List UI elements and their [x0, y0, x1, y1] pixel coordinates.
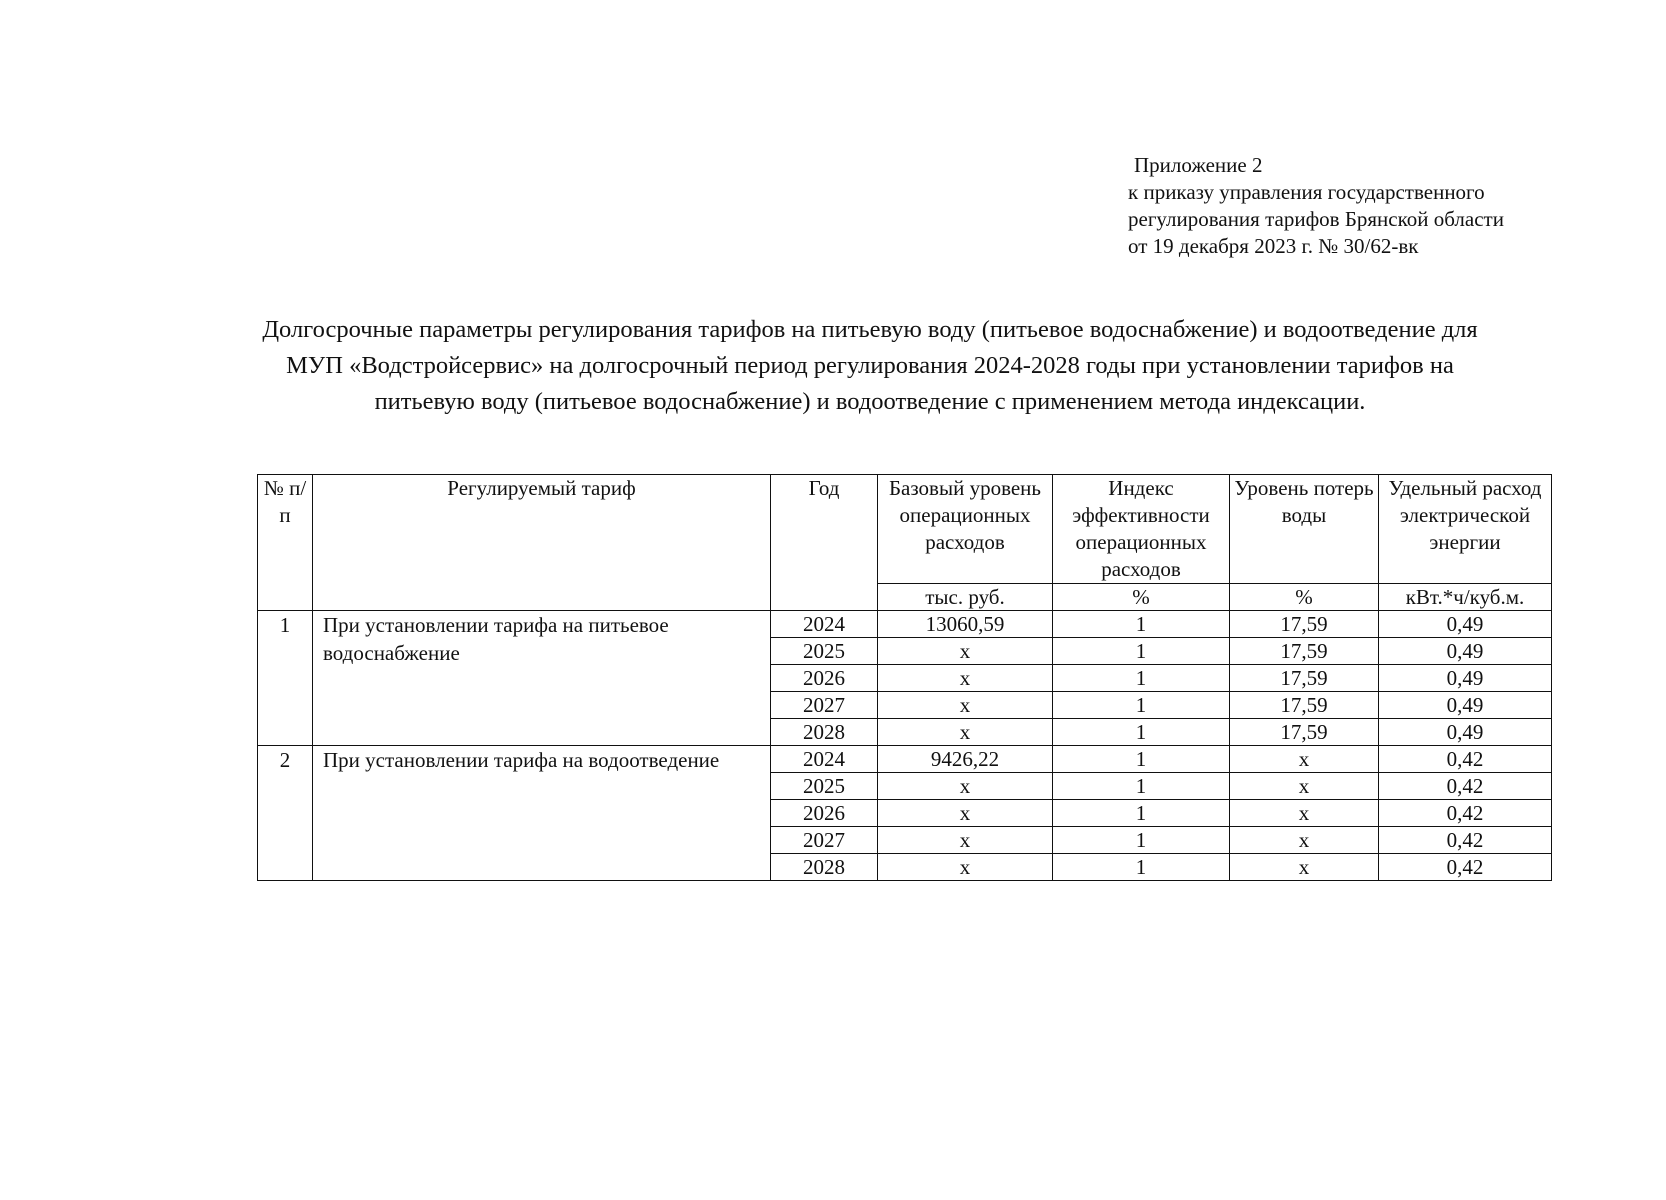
cell-year: 2027	[771, 827, 878, 854]
cell-water-losses: x	[1230, 773, 1379, 800]
cell-year: 2026	[771, 800, 878, 827]
parameters-table	[257, 474, 1552, 881]
cell-base-opex: x	[878, 665, 1053, 692]
title-line-3: питьевую воду (питьевое водоснабжение) и водоотведение с применением метода индексации.	[374, 388, 1366, 415]
header-tariff: Регулируемый тариф	[313, 475, 771, 611]
cell-energy-consumption: 0,42	[1379, 746, 1552, 773]
cell-water-losses: x	[1230, 827, 1379, 854]
cell-year: 2028	[771, 719, 878, 746]
header-year: Год	[771, 475, 878, 611]
cell-water-losses: 17,59	[1230, 692, 1379, 719]
cell-energy-consumption: 0,49	[1379, 638, 1552, 665]
cell-energy-consumption: 0,49	[1379, 719, 1552, 746]
header-efficiency-index: Индекс эффективности операционных расходов	[1053, 475, 1230, 584]
cell-base-opex: x	[878, 638, 1053, 665]
cell-base-opex: x	[878, 854, 1053, 881]
cell-year: 2027	[771, 692, 878, 719]
cell-efficiency-index: 1	[1053, 827, 1230, 854]
cell-water-losses: 17,59	[1230, 719, 1379, 746]
cell-efficiency-index: 1	[1053, 638, 1230, 665]
cell-energy-consumption: 0,42	[1379, 827, 1552, 854]
cell-base-opex: 13060,59	[878, 611, 1053, 638]
cell-base-opex: x	[878, 719, 1053, 746]
row-number: 1	[258, 611, 313, 746]
cell-energy-consumption: 0,42	[1379, 854, 1552, 881]
cell-base-opex: x	[878, 773, 1053, 800]
unit-water-losses: %	[1230, 584, 1379, 611]
cell-water-losses: x	[1230, 854, 1379, 881]
cell-base-opex: x	[878, 827, 1053, 854]
cell-water-losses: 17,59	[1230, 665, 1379, 692]
header-water-losses: Уровень потерь воды	[1230, 475, 1379, 584]
cell-efficiency-index: 1	[1053, 854, 1230, 881]
cell-year: 2028	[771, 854, 878, 881]
cell-year: 2025	[771, 638, 878, 665]
cell-year: 2024	[771, 611, 878, 638]
table-row	[258, 746, 1552, 773]
appendix-header	[1128, 152, 1504, 260]
header-num: № п/п	[258, 475, 313, 611]
cell-efficiency-index: 1	[1053, 746, 1230, 773]
cell-water-losses: 17,59	[1230, 638, 1379, 665]
unit-efficiency-index: %	[1053, 584, 1230, 611]
title-line-1: Долгосрочные параметры регулирования тарифов на питьевую воду (питьевое водоснабжение) и водоотведение для	[262, 316, 1478, 343]
appendix-number: Приложение 2	[1134, 153, 1263, 177]
cell-energy-consumption: 0,49	[1379, 665, 1552, 692]
table-row	[258, 611, 1552, 638]
cell-water-losses: x	[1230, 746, 1379, 773]
row-number: 2	[258, 746, 313, 881]
cell-energy-consumption: 0,42	[1379, 773, 1552, 800]
cell-base-opex: x	[878, 800, 1053, 827]
cell-energy-consumption: 0,49	[1379, 692, 1552, 719]
document-title	[130, 312, 1610, 420]
cell-water-losses: x	[1230, 800, 1379, 827]
cell-year: 2025	[771, 773, 878, 800]
cell-efficiency-index: 1	[1053, 719, 1230, 746]
cell-energy-consumption: 0,49	[1379, 611, 1552, 638]
cell-water-losses: 17,59	[1230, 611, 1379, 638]
header-energy-consumption: Удельный расход электрической энергии	[1379, 475, 1552, 584]
appendix-reference: к приказу управления государственного	[1128, 180, 1485, 204]
unit-base-opex: тыс. руб.	[878, 584, 1053, 611]
cell-efficiency-index: 1	[1053, 800, 1230, 827]
header-base-opex: Базовый уровень операционных расходов	[878, 475, 1053, 584]
cell-base-opex: 9426,22	[878, 746, 1053, 773]
cell-year: 2026	[771, 665, 878, 692]
appendix-authority: регулирования тарифов Брянской области	[1128, 207, 1504, 231]
cell-base-opex: x	[878, 692, 1053, 719]
cell-efficiency-index: 1	[1053, 665, 1230, 692]
unit-energy-consumption: кВт.*ч/куб.м.	[1379, 584, 1552, 611]
appendix-order-date: от 19 декабря 2023 г. № 30/62-вк	[1128, 234, 1419, 258]
cell-year: 2024	[771, 746, 878, 773]
cell-efficiency-index: 1	[1053, 692, 1230, 719]
header-row	[258, 475, 1552, 584]
cell-efficiency-index: 1	[1053, 773, 1230, 800]
cell-efficiency-index: 1	[1053, 611, 1230, 638]
title-line-2: МУП «Водстройсервис» на долгосрочный период регулирования 2024-2028 годы при установлении тарифов на	[286, 352, 1454, 379]
tariff-name: При установлении тарифа на водоотведение	[313, 746, 771, 881]
cell-energy-consumption: 0,42	[1379, 800, 1552, 827]
tariff-name: При установлении тарифа на питьевое водоснабжение	[313, 611, 771, 746]
